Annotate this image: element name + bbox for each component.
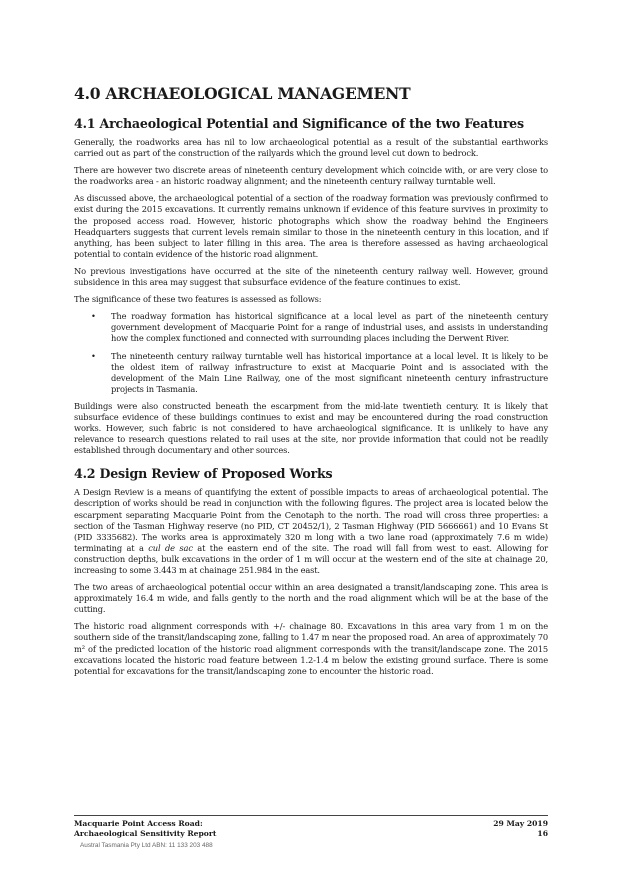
italic-term: cul de sac [148,542,193,553]
paragraph [74,487,548,576]
list-item [74,351,548,395]
list-item-text: The roadway formation has historical significance at a local level as part of the nineteenth century government development of Macquarie Point for a range of industrial uses, and assists in understanding how the complex functioned and connected with surrounding places including the Derwent River. [111,311,548,344]
company-info: Austral Tasmania Pty Ltd ABN: 11 133 203 488 [80,842,213,849]
paragraph: No previous investigations have occurred at the site of the nineteenth century railway well. However, ground subsidence in this area may suggest that subsurface evidence of the feature continues to exist. [74,265,548,288]
report-title-line-2: Archaeological Sensitivity Report [74,828,217,838]
chapter-heading: 4.0 ARCHAEOLOGICAL MANAGEMENT [74,84,411,103]
page-number: 16 [537,828,548,838]
bullet-icon: • [91,350,96,361]
section-4-2-heading: 4.2 Design Review of Proposed Works [74,466,333,482]
paragraph: The historic road alignment corresponds with +/- chainage 80. Excavations in this area vary from 1 m on the southern side of the transit/landscaping zone, falling to 1.47 m near the proposed road. An area of approximately 70 m² of the predicted location of the historic road alignment corresponds with the transit/landscape zone. The 2015 excavations located the historic road feature between 1.2-1.4 m below the existing ground surface. There is some potential for excavations for the transit/landscaping zone to encounter the historic road. [74,621,548,676]
report-date: 29 May 2019 [493,819,548,828]
bullet-icon: • [91,311,96,322]
text-run: A Design Review is a means of quantifying the extent of possible impacts to areas of archaeological potential. The description of works should be read in conjunction with the following figures. The project area is located below the escarpment separating Macquarie Point from the Cenotaph to the north. The road will cross three properties: a section of the Tasman Highway reserve (no PID, CT 20452/1), 2 Tasman Highway (PID 5666661) and 10 Evans St (PID 3335682). The works area is approximately 320 m long with a two lane road (approximately 7.6 m wide) terminating at a [74,487,548,553]
paragraph: Buildings were also constructed beneath the escarpment from the mid-late twentieth century. It is likely that subsurface evidence of these buildings continues to exist and may be encountered during the road construction works. However, such fabric is not considered to have archaeological significance. It is unlikely to have any relevance to research questions related to rail uses at the site, nor provide information that could not be readily established through documentary and other sources. [74,400,548,456]
paragraph: Generally, the roadworks area has nil to low archaeological potential as a result of the substantial earthworks carried out as part of the construction of the railyards which the ground level cut down to bedrock. [74,137,548,159]
report-title-line-1: Macquarie Point Access Road: [74,819,203,828]
page-content [74,84,548,683]
list-item-text: The nineteenth century railway turntable well has historical importance at a local level. It is likely to be the oldest item of railway infrastructure to exist at Macquarie Point and is associated with the development of the Main Line Railway, one of the most significant nineteenth century infrastructure projects in Tasmania. [111,350,548,394]
text-run: at the eastern end of the site. The road will fall from west to east. Allowing for construction depths, bulk excavations in the order of 1 m will occur at the western end of the site at chainage 20, increasing to some 3.443 m at chainage 251.984 in the east. [74,542,548,575]
section-4-1-heading: 4.1 Archaeological Potential and Significance of the two Features [74,116,524,131]
page-footer [74,815,548,838]
paragraph: There are however two discrete areas of nineteenth century development which coincide with, or are very close to the roadworks area - an historic roadway alignment; and the nineteenth century railway turntable well. [74,165,548,187]
paragraph: The two areas of archaeological potential occur within an area designated a transit/landscaping zone. This area is approximately 16.4 m wide, and falls gently to the north and the road alignment which will be at the base of the cutting. [74,582,548,615]
paragraph: The significance of these two features is assessed as follows: [74,294,322,305]
significance-list [74,311,548,395]
paragraph: As discussed above, the archaeological potential of a section of the roadway formation was previously confirmed to exist during the 2015 excavations. It currently remains unknown if evidence of this feature survives in proximity to the proposed access road. However, historic photographs which show the roadway behind the Engineers Headquarters suggests that current levels remain similar to those in the nineteenth century in this location, and if anything, has been subject to later filling in this area. The area is therefore assessed as having archaeological potential to contain evidence of the historic road alignment. [74,193,548,259]
list-item [74,311,548,344]
